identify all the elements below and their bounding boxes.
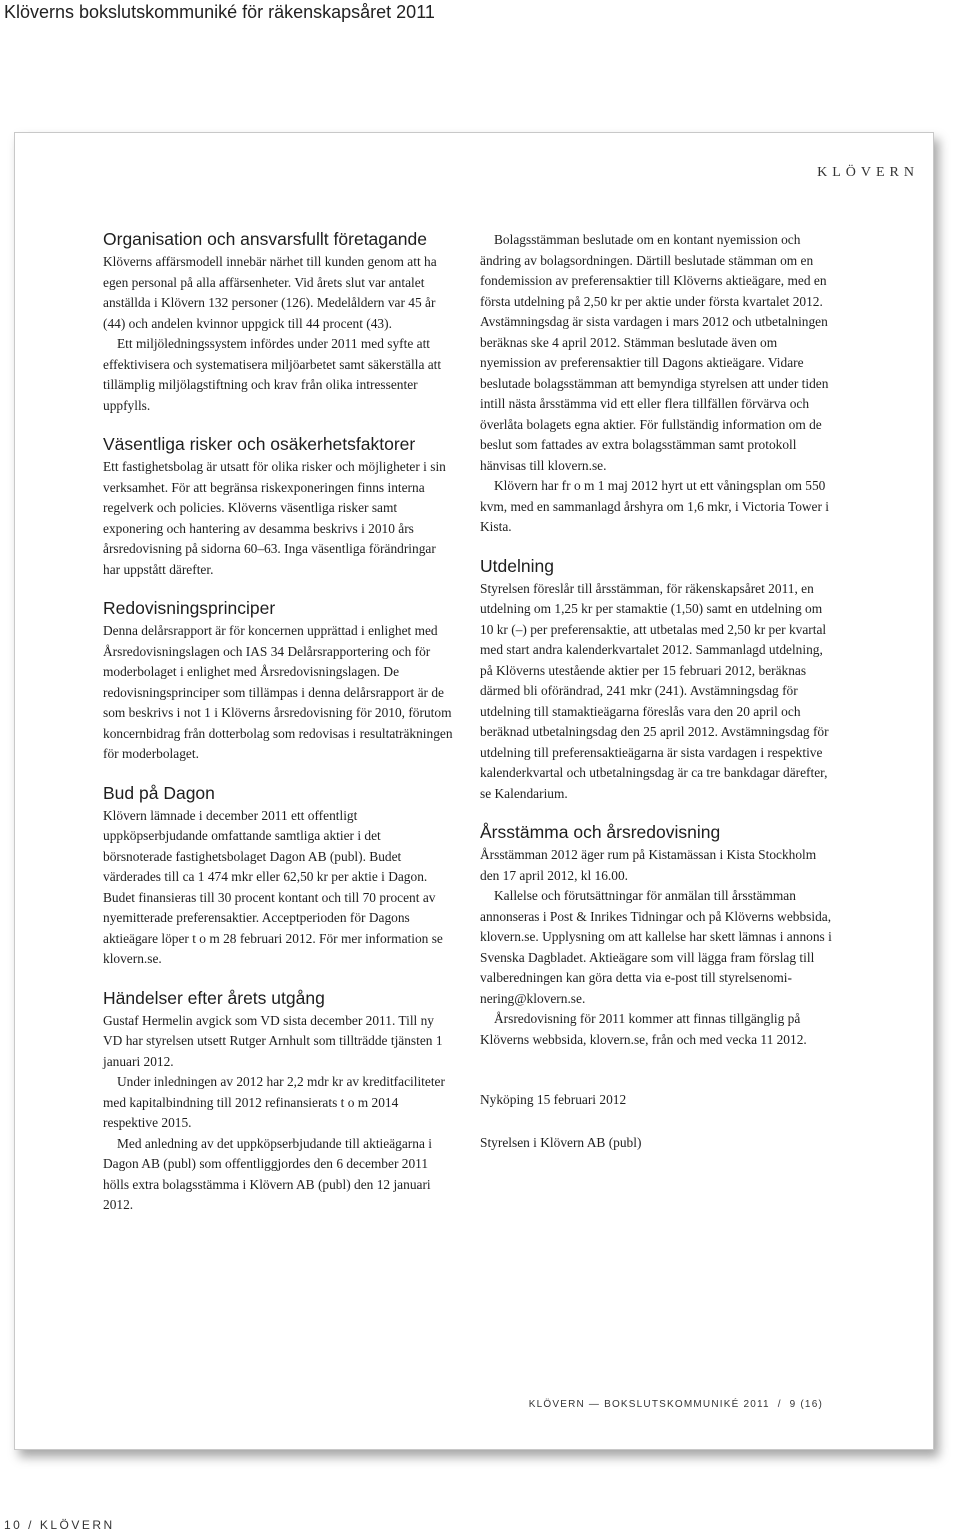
right-column <box>480 230 835 1153</box>
paragraph: Ett miljöledningssystem infördes under 2011 med syfte att effektivisera och systematisera miljöarbetet samt säkerställa att tillämplig miljölagstiftning och krav från olika intressenter uppfylls. <box>103 336 442 413</box>
paragraph: Under inledningen av 2012 har 2,2 mdr kr av kreditfaciliteter med kapitalbindning till 2012 refinansierats t o m 2014 respektive 2015. <box>103 1074 445 1130</box>
paragraph: Gustaf Hermelin avgick som VD sista december 2011. Till ny VD har styrelsen utsett Rutger Arnhult som tillträdde tjänsten 1 januari 2012. <box>103 1012 443 1069</box>
page-footer: KLÖVERN — BOKSLUTSKOMMUNIKÉ 2011 / 9 (16) <box>528 1399 823 1410</box>
signature-board: Styrelsen i Klövern AB (publ) <box>480 1134 642 1150</box>
heading-subsequent-events: Händelser efter årets utgång <box>103 987 325 1008</box>
paragraph: Klövern har fr o m 1 maj 2012 hyrt ut ett våningsplan om 550 kvm, med en sammanlagd årshyra om 1,6 mkr, i Victoria Tower i Kista. <box>480 478 830 534</box>
paragraph: Ett fastighetsbolag är utsatt för olika risker och möjligheter i sin verksamhet. För att begränsa riskexponeringen finns interna regelverk och policies. Klöverns väsentliga risker samt exponering och hantering av desamma beskrivs i 2010 års årsredovisning på sidorna 60–63. Inga väsentliga förändringar har uppstått därefter. <box>103 459 446 577</box>
paragraph: Denna delårsrapport är för koncernen upprättad i enlighet med Årsredovisningslagen och IAS 34 Delårsrapportering och för moderbolaget i enlighet med Årsredovisningslagen. De redovisningsprinciper som tillämpas i denna delårsrapport är de som beskrivs i not 1 i Klöverns årsredovisning för 2010, förutom koncernbidrag från dotterbolag som redovisas i resultaträkningen för moderbolaget. <box>103 623 453 761</box>
left-column <box>103 229 453 1216</box>
heading-organisation: Organisation och ansvarsfullt företagande <box>103 229 427 249</box>
paragraph: Klövern lämnade i december 2011 ett offentligt uppköpserbjudande omfattande samtliga aktier i det börsnoterade fastighetsbolaget Dagon AB (publ). Budet värderades till ca 1 474 mkr eller 62,50 kr per aktie i Dagon. Budet finansieras till 30 procent kontant och till 70 procent av nyemitterade preferensaktier. Acceptperioden för Dagons aktieägare löper t o m 28 februari 2012. För mer information se klovern.se. <box>103 807 443 966</box>
paragraph: Årsredovisning för 2011 kommer att finnas tillgänglig på Klöverns webbsida, klovern.se, från och med vecka 11 2012. <box>480 1011 807 1047</box>
paragraph: Kallelse och förutsättningar för anmälan till årsstämman annonseras i Post & Inrikes Tidningar och på Klöverns webbsida, klovern.se. Upplysning om att kallelse har skett lämnas i annons i Svenska Dagbladet. Aktieägare som vill lägga fram förslag till valberedningen kan göra detta via e-post till styrelsenomi-nering@klovern.se. <box>480 888 832 1006</box>
paragraph: Styrelsen föreslår till årsstämman, för räkenskapsåret 2011, en utdelning om 1,25 kr per stamaktie (1,50) samt en utdelning om 10 kr (–) per preferensaktie, att utbetalas med 2,50 kr per kvartal med start andra kalenderkvartalet 2012. Sammanlagd utdelning, på Klöverns utestående aktier per 15 februari 2012, beräknas därmed bli oförändrad, 241 mkr (241). Avstämningsdag för utdelning till stamaktieägarna föreslås vara den 20 april och beräknad utbetalningsdag den 25 april 2012. Avstämningsdag för utdelning till preferensaktieägarna är sista vardagen i respektive kalenderkvartal och utbetalningsdag är ca tre bankdagar därefter, se Kalendarium. <box>480 580 829 801</box>
outer-page-number: 10 / KLÖVERN <box>4 1518 115 1532</box>
paragraph: Med anledning av det uppköpserbjudande till aktieägarna i Dagon AB (publ) som offentliggjordes den 6 december 2011 hölls extra bolagsstämma i Klövern AB (publ) den 12 januari 2012. <box>103 1135 432 1212</box>
heading-dagon-bid: Bud på Dagon <box>103 782 215 803</box>
heading-risks: Väsentliga risker och osäkerhetsfaktorer <box>103 434 416 454</box>
report-page <box>14 132 934 1450</box>
document-title: Klöverns bokslutskommuniké för räkenskapsåret 2011 <box>4 2 435 22</box>
brand-logo-text: KLÖVERN <box>817 165 919 180</box>
heading-agm-annual-report: Årsstämma och årsredovisning <box>480 822 721 842</box>
heading-accounting-principles: Redovisningsprinciper <box>103 598 276 618</box>
paragraph: Bolagsstämman beslutade om en kontant nyemission och ändring av bolagsordningen. Därtill beslutade stämman om en fondemission av preferensaktier till Klöverns aktieägare, med en första utdelning på 2,50 kr per aktie under första kvartalet 2012. Avstämningsdag är sista vardagen i mars 2012 och utbetalningen beräknas ske 4 april 2012. Stämman beslutade även om nyemission av preferensaktier till Dagons aktieägare. Vidare beslutade bolagsstämman att bemyndiga styrelsen att under tiden intill nästa årsstämma vid ett eller flera tillfällen förvärva och överlåta bolagets egna aktier. För fullständig information om de beslut som fattades av extra bolagsstämman samt protokoll hänvisas till klovern.se. <box>480 232 829 473</box>
paragraph: Klöverns affärsmodell innebär närhet till kunden genom att ha egen personal på alla affärsenheter. Vid årets slut var antalet anställda i Klövern 132 personer (126). Medelåldern var 45 år (44) och andelen kvinnor uppgick till 44 procent (43). <box>103 254 437 331</box>
paragraph: Årsstämman 2012 äger rum på Kistamässan i Kista Stockholm den 17 april 2012, kl 16.00. <box>480 847 817 883</box>
heading-dividend: Utdelning <box>480 555 554 576</box>
signature-place-date: Nyköping 15 februari 2012 <box>480 1092 627 1107</box>
